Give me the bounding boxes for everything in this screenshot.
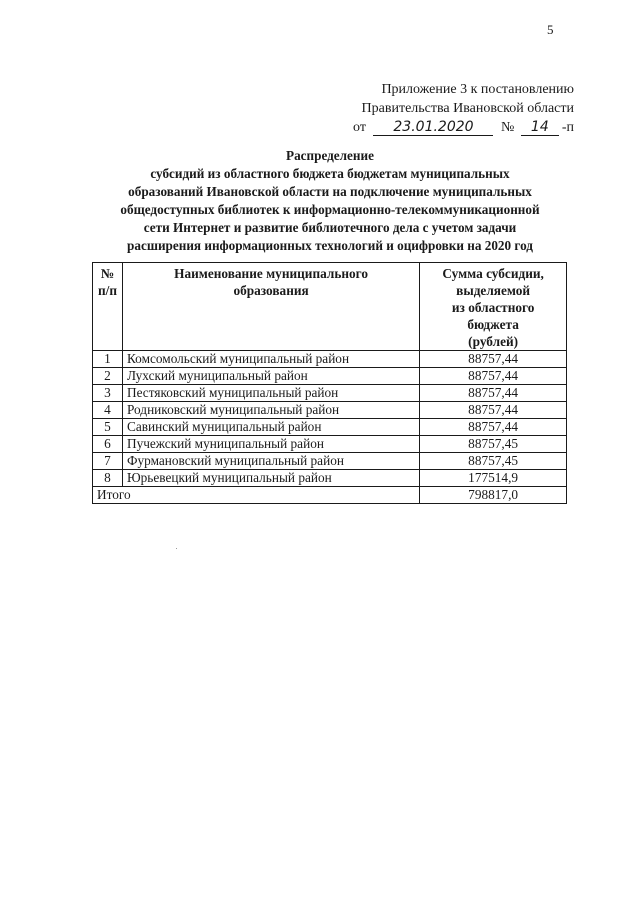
header-name-line: образования	[233, 283, 309, 298]
appendix-line-1: Приложение 3 к постановлению	[381, 82, 574, 97]
handwritten-date: 23.01.2020	[373, 120, 493, 136]
table-row	[93, 402, 567, 419]
row-municipality: Пучежский муниципальный район	[122, 436, 419, 453]
row-sum: 88757,44	[420, 402, 567, 419]
row-sum: 88757,45	[420, 436, 567, 453]
header-sum-line: бюджета	[467, 317, 519, 332]
table-row	[93, 385, 567, 402]
row-number: 1	[93, 351, 123, 368]
title-line: сети Интернет и развитие библиотечного дела с учетом задачи	[143, 220, 517, 235]
appendix-date-line	[353, 118, 574, 137]
appendix-header	[353, 80, 574, 137]
header-name-line: Наименование муниципального	[174, 266, 369, 281]
number-label: №	[500, 120, 515, 135]
header-sum-line: Сумма субсидии,	[442, 266, 544, 281]
table-header-row	[93, 263, 567, 351]
row-municipality: Комсомольский муниципальный район	[122, 351, 419, 368]
title-line: общедоступных библиотек к информационно-телекоммуникационной	[120, 202, 540, 217]
title-line: образований Ивановской области на подключение муниципальных	[128, 184, 532, 199]
row-number: 2	[93, 368, 123, 385]
table-row	[93, 351, 567, 368]
header-num-line: п/п	[97, 283, 117, 298]
title-heading: Распределение	[286, 148, 374, 163]
total-label: Итого	[93, 487, 420, 504]
row-number: 5	[93, 419, 123, 436]
row-sum: 88757,44	[420, 419, 567, 436]
row-sum: 88757,45	[420, 453, 567, 470]
document-title	[90, 147, 570, 255]
appendix-line-2: Правительства Ивановской области	[361, 101, 574, 116]
row-number: 4	[93, 402, 123, 419]
table-row	[93, 470, 567, 487]
row-sum: 88757,44	[420, 385, 567, 402]
header-sum	[420, 263, 567, 351]
row-sum: 88757,44	[420, 368, 567, 385]
row-number: 7	[93, 453, 123, 470]
number-suffix: -п	[561, 120, 574, 135]
row-municipality: Юрьевецкий муниципальный район	[122, 470, 419, 487]
table-row	[93, 453, 567, 470]
row-number: 8	[93, 470, 123, 487]
table-total-row	[93, 487, 567, 504]
subsidy-table	[92, 262, 567, 504]
header-sum-line: выделяемой	[456, 283, 531, 298]
header-num	[93, 263, 123, 351]
row-number: 6	[93, 436, 123, 453]
row-municipality: Пестяковский муниципальный район	[122, 385, 419, 402]
row-municipality: Фурмановский муниципальный район	[122, 453, 419, 470]
from-label: от	[353, 120, 366, 135]
header-sum-line: из областного	[451, 300, 535, 315]
table-row	[93, 419, 567, 436]
row-sum: 88757,44	[420, 351, 567, 368]
title-line: субсидий из областного бюджета бюджетам муниципальных	[150, 166, 510, 181]
total-sum: 798817,0	[420, 487, 567, 504]
table-row	[93, 436, 567, 453]
page-number: 5	[547, 22, 554, 37]
row-municipality: Родниковский муниципальный район	[122, 402, 419, 419]
header-name	[122, 263, 419, 351]
title-line: расширения информационных технологий и оцифровки на 2020 год	[127, 238, 533, 253]
table-row	[93, 368, 567, 385]
scan-speck	[176, 548, 177, 549]
header-num-line: №	[100, 266, 115, 281]
row-municipality: Савинский муниципальный район	[122, 419, 419, 436]
row-number: 3	[93, 385, 123, 402]
row-sum: 177514,9	[420, 470, 567, 487]
row-municipality: Лухский муниципальный район	[122, 368, 419, 385]
header-sum-line: (рублей)	[468, 334, 519, 349]
handwritten-number: 14	[521, 120, 559, 136]
